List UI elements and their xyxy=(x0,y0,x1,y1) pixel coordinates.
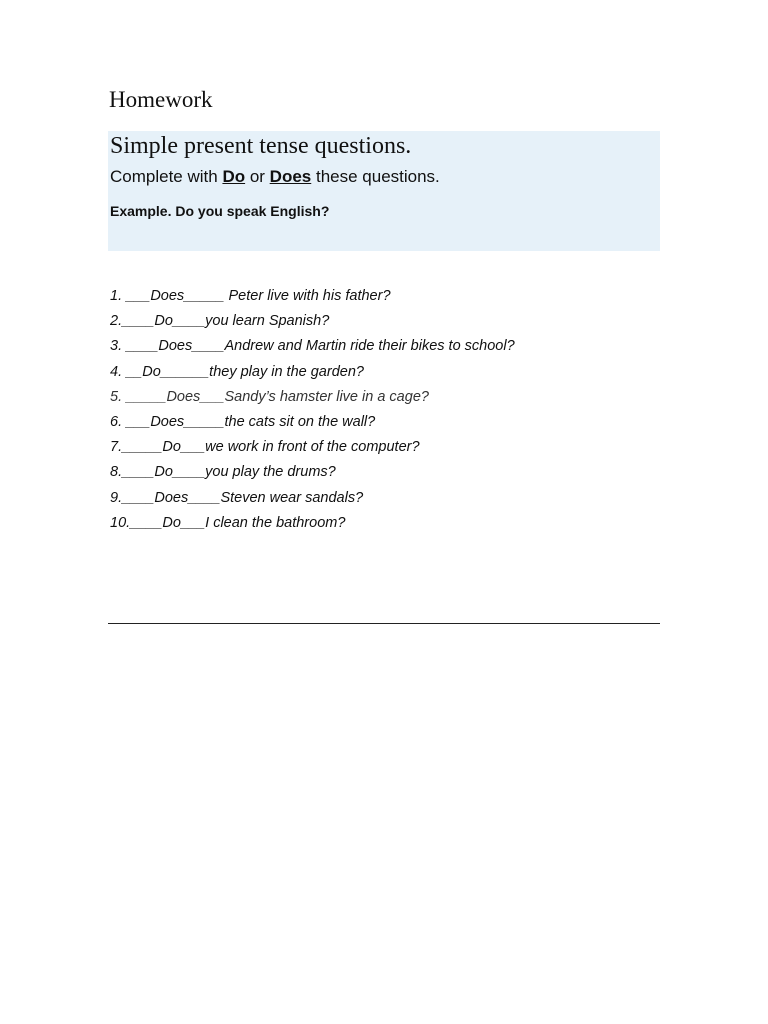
instruction-suffix: these questions. xyxy=(311,167,440,186)
keyword-do: Do xyxy=(222,167,246,186)
keyword-does: Does xyxy=(269,167,312,186)
question-item: 6. ___Does_____the cats sit on the wall? xyxy=(110,414,376,431)
question-item: 7._____Do___we work in front of the computer? xyxy=(110,439,420,456)
exercise-instruction xyxy=(110,166,440,188)
exercise-heading: Simple present tense questions. xyxy=(110,133,412,159)
example-sentence: Example. Do you speak English? xyxy=(110,203,330,219)
instruction-box xyxy=(108,131,660,251)
page-title: Homework xyxy=(109,87,213,112)
question-item: 8.____Do____you play the drums? xyxy=(110,464,336,481)
question-item: 10.____Do___I clean the bathroom? xyxy=(110,514,346,531)
question-item: 9.____Does____Steven wear sandals? xyxy=(110,489,364,506)
question-item: 5. _____Does___Sandy’s hamster live in a cage? xyxy=(110,388,429,405)
question-list xyxy=(110,284,515,536)
question-item: 3. ____Does____Andrew and Martin ride their bikes to school? xyxy=(110,338,515,355)
question-item: 1. ___Does_____ Peter live with his father? xyxy=(110,288,391,304)
horizontal-rule xyxy=(108,623,660,624)
instruction-prefix: Complete with xyxy=(110,167,223,186)
question-item: 4. __Do______they play in the garden? xyxy=(110,363,364,380)
question-item: 2.____Do____you learn Spanish? xyxy=(110,313,330,330)
instruction-connector: or xyxy=(245,167,270,186)
